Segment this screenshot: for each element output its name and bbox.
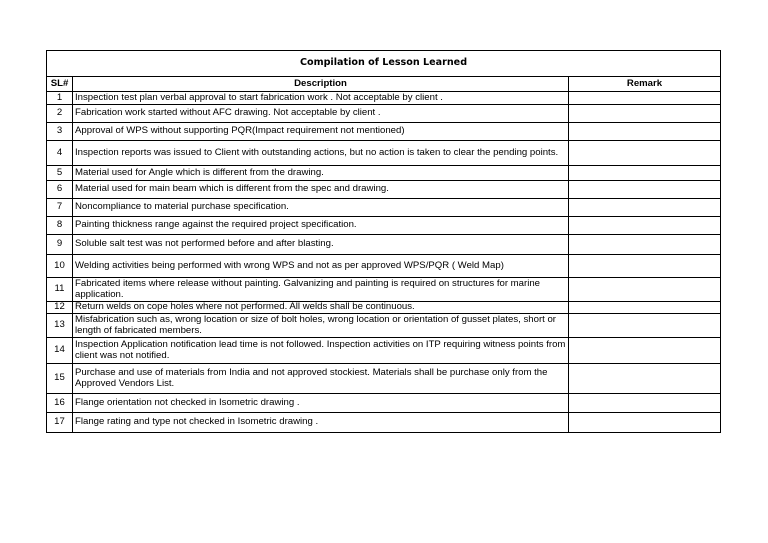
row-number: 11	[47, 278, 73, 302]
row-number: 2	[47, 105, 73, 123]
table-row	[47, 302, 721, 314]
row-number: 8	[47, 217, 73, 235]
header-sl: SL#	[47, 77, 73, 92]
row-remark[interactable]	[569, 302, 721, 314]
row-description: Approval of WPS without supporting PQR(Impact requirement not mentioned)	[73, 123, 569, 141]
title-row	[47, 51, 721, 77]
header-description: Description	[73, 77, 569, 92]
row-number: 7	[47, 199, 73, 217]
row-description: Noncompliance to material purchase specification.	[73, 199, 569, 217]
row-description: Misfabrication such as, wrong location or size of bolt holes, wrong location or orientation of gusset plates, short or length of fabricated members.	[73, 314, 569, 338]
row-remark[interactable]	[569, 364, 721, 394]
row-number: 14	[47, 338, 73, 364]
table-row	[47, 314, 721, 338]
row-number: 12	[47, 302, 73, 314]
row-remark[interactable]	[569, 314, 721, 338]
row-remark[interactable]	[569, 105, 721, 123]
row-remark[interactable]	[569, 141, 721, 166]
row-description: Soluble salt test was not performed before and after blasting.	[73, 235, 569, 255]
row-remark[interactable]	[569, 166, 721, 181]
row-remark[interactable]	[569, 235, 721, 255]
row-remark[interactable]	[569, 255, 721, 278]
lessons-learned-table	[46, 50, 721, 433]
table-row	[47, 123, 721, 141]
row-description: Fabricated items where release without painting. Galvanizing and painting is required on structures for marine application.	[73, 278, 569, 302]
table-row	[47, 278, 721, 302]
table-row	[47, 166, 721, 181]
row-number: 5	[47, 166, 73, 181]
row-number: 4	[47, 141, 73, 166]
header-row	[47, 77, 721, 92]
table-row	[47, 364, 721, 394]
table-title: Compilation of Lesson Learned	[47, 51, 721, 77]
row-remark[interactable]	[569, 278, 721, 302]
header-remark: Remark	[569, 77, 721, 92]
table-row	[47, 141, 721, 166]
table-row	[47, 181, 721, 199]
row-description: Material used for main beam which is different from the spec and drawing.	[73, 181, 569, 199]
row-description: Painting thickness range against the required project specification.	[73, 217, 569, 235]
row-description: Inspection test plan verbal approval to start fabrication work . Not acceptable by client .	[73, 92, 569, 105]
table-row	[47, 92, 721, 105]
row-description: Inspection reports was issued to Client with outstanding actions, but no action is taken to clear the pending points.	[73, 141, 569, 166]
row-description: Flange orientation not checked in Isometric drawing .	[73, 394, 569, 413]
row-remark[interactable]	[569, 338, 721, 364]
table-row	[47, 105, 721, 123]
row-remark[interactable]	[569, 217, 721, 235]
row-number: 16	[47, 394, 73, 413]
table-row	[47, 217, 721, 235]
table-row	[47, 394, 721, 413]
row-number: 6	[47, 181, 73, 199]
table-row	[47, 338, 721, 364]
row-description: Flange rating and type not checked in Isometric drawing .	[73, 413, 569, 433]
table-row	[47, 413, 721, 433]
row-number: 13	[47, 314, 73, 338]
row-description: Inspection Application notification lead time is not followed. Inspection activities on ITP requiring witness points from client was not notified.	[73, 338, 569, 364]
row-number: 15	[47, 364, 73, 394]
table-row	[47, 255, 721, 278]
row-remark[interactable]	[569, 394, 721, 413]
row-number: 1	[47, 92, 73, 105]
row-remark[interactable]	[569, 199, 721, 217]
row-number: 10	[47, 255, 73, 278]
row-description: Fabrication work started without AFC drawing. Not acceptable by client .	[73, 105, 569, 123]
row-number: 9	[47, 235, 73, 255]
row-description: Welding activities being performed with wrong WPS and not as per approved WPS/PQR ( Weld Map)	[73, 255, 569, 278]
row-description: Material used for Angle which is different from the drawing.	[73, 166, 569, 181]
row-description: Purchase and use of materials from India and not approved stockiest. Materials shall be purchase only from the Approved Vendors List.	[73, 364, 569, 394]
row-remark[interactable]	[569, 413, 721, 433]
row-remark[interactable]	[569, 181, 721, 199]
table-row	[47, 199, 721, 217]
row-number: 17	[47, 413, 73, 433]
row-description: Return welds on cope holes where not performed. All welds shall be continuous.	[73, 302, 569, 314]
row-remark[interactable]	[569, 123, 721, 141]
row-number: 3	[47, 123, 73, 141]
row-remark[interactable]	[569, 92, 721, 105]
table-row	[47, 235, 721, 255]
